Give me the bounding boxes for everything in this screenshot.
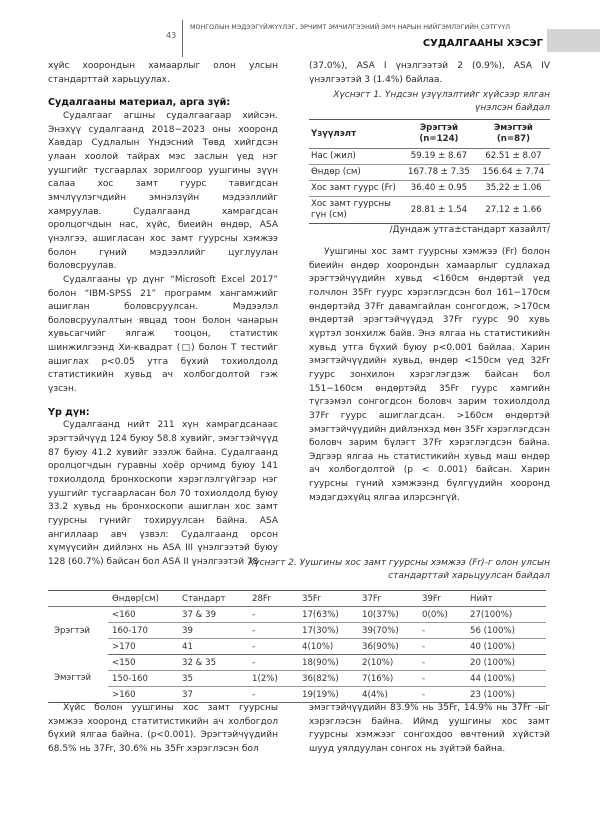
table-cell: 36.40 ± 0.95 [401, 181, 477, 197]
table-cell: - [248, 623, 298, 639]
results-continued: (37.0%), ASA I үнэлгээтэй 2 (0.9%), ASA IV үнэлгээтэй 3 (1.4%) байлаа. [309, 61, 550, 85]
table-cell: 32 & 35 [178, 655, 248, 671]
table2-header: Нийт [466, 591, 546, 607]
table-row [309, 181, 550, 197]
page-number: 43 [166, 31, 177, 40]
table-cell: Хос замт гуурсны гүн (см) [309, 197, 401, 224]
sex-label: Эмэгтэй [48, 655, 108, 703]
table-cell: 17(63%) [298, 607, 358, 623]
methods-paragraph-2: Судалгааны үр дүнг “Microsoft Excel 2017” болон “IBM-SPSS 21” программ хангамжийг ашиглан боловсруулсан. Мэдээлэл боловсруулалтын явцад тоон болон чанарын хувьсагчийг ялгаж тооцон, статистик шинжилгээнд Хи-квадрат (□) болон T тестийг ашиглах p<0.05 утга бүхий тохиолдолд статистикийн хувьд ач холбогдолтой гэж үзсэн. [48, 274, 278, 395]
table-cell: - [248, 687, 298, 703]
table-cell: 39 [178, 623, 248, 639]
table2-header-row [48, 591, 546, 607]
sex-label: Эрэгтэй [54, 625, 90, 636]
methods-heading: Судалгааны материал, арга зүй: [48, 97, 231, 109]
table-cell: 18(90%) [298, 655, 358, 671]
table-cell: - [248, 607, 298, 623]
table-cell: 7(16%) [358, 671, 418, 687]
table-cell: 23 (100%) [466, 687, 546, 703]
table-cell: - [418, 671, 466, 687]
header-divider [182, 20, 183, 57]
table-cell: - [248, 655, 298, 671]
table-cell: - [418, 639, 466, 655]
table-cell: 37 & 39 [178, 607, 248, 623]
table-cell: 39(70%) [358, 623, 418, 639]
bottom-right-column [309, 702, 550, 757]
table2-header: 37Fr [358, 591, 418, 607]
table-cell: 20 (100%) [466, 655, 546, 671]
table-cell: Өндөр (см) [309, 165, 401, 181]
table-cell: 160-170 [108, 623, 178, 639]
table-cell: 35.22 ± 1.06 [477, 181, 550, 197]
table-cell: >170 [108, 639, 178, 655]
table-row [48, 623, 546, 639]
table-cell: 4(10%) [298, 639, 358, 655]
table-cell: 36(90%) [358, 639, 418, 655]
table-cell: 59.19 ± 8.67 [401, 149, 477, 165]
table-cell: Нас (жил) [309, 149, 401, 165]
table-cell: 27.12 ± 1.66 [477, 197, 550, 224]
table1-header: Үзүүлэлт [309, 120, 401, 149]
table2-caption: Хүснэгт 2. Уушгины хос замт гуурсны хэмжээ (Fr)-г олон улсын стандарттай харьцуулсан байдал [248, 558, 550, 581]
table-row [48, 687, 546, 703]
table-cell: 19(19%) [298, 687, 358, 703]
table-cell: 28.81 ± 1.54 [401, 197, 477, 224]
table-row [309, 197, 550, 224]
table-cell: 37 [178, 687, 248, 703]
table-cell: 150-160 [108, 671, 178, 687]
table-cell: 27(100%) [466, 607, 546, 623]
table-cell: 17(30%) [298, 623, 358, 639]
table2-header: 28Fr [248, 591, 298, 607]
results-paragraph-2: Уушгины хос замт гуурсны хэмжээ (Fr) болон биеийн өндөр хоорондын хамаарлыг судлахад эрэгтэйчүүдийн хувьд <160см өндөртэй үед голчлон 35Fr гуурс хэрэглэгдсэн бол 161−170см өндөртэйд 37Fr давамгайлан сонгогдож, >170см өндөртэй эрэгтэйчүүдэд 37Fr гуурс 90 хувь хүртэл зонхилж байв. Энэ ялгаа нь статистикийн хувьд утга бүхий буюу p<0.001 байлаа. Харин эмэгтэйчүүдийн хувьд, өндөр <150см үед 32Fr гуурс зонхилон хэрэглэгдэж байсан бол 151−160см өндөртэйд 35Fr гуурс хамгийн түгээмэл сонгогдсон боловч зарим тохиолдолд 37Fr гуурс ашиглагдсан. >160см өндөртэй эмэгтэйчүүдийн дийлэнхэд мөн 35Fr хэрэглэгдсэн боловч зарим бүлэгт 37Fr хэрэглэгдсэн байна. Эдгээр ялгаа нь статистикийн хувьд маш өндөр ач холбогдолтой (p < 0.001) байсан. Харин гуурсны гүний хэмжээнд бүлгүүдийн хооронд мэдэгдэхүйц ялгаа илэрсэнгүй. [309, 246, 550, 503]
table-cell: >160 [108, 687, 178, 703]
intro-end-paragraph: хүйс хоорондын хамаарлыг олон улсын стандарттай харьцуулах. [48, 61, 278, 85]
table2-header: 35Fr [298, 591, 358, 607]
section-title: СУДАЛГААНЫ ХЭСЭГ [422, 38, 543, 49]
table1-header: Эмэгтэй (n=87) [477, 120, 550, 149]
methods-paragraph-1: Судалгааг агшны судалгаагаар хийсэн. Энэхүү судалгаанд 2018−2023 оны хооронд Хавдар Судлалын Үндэсний Төвд хийгдсэн улаан хоолой тайрах мэс заслын үед нэг уушгийг тусгаарлах зорилгоор уушгины зүүн салаа хос замт гуурс тавигдсан эмчлүүлэгчдийн эмнэлзүйн мэдээллийг хамруулав. Судалгаанд хамрагдсан оролцогчдын нас, хүйс, биеийн өндөр, ASA үнэлгээ, ашигласан хос замт гуурсны хэмжээ болон гүний мэдээллийг цуглуулан боловсруулав. [48, 110, 278, 272]
table-cell: 4(4%) [358, 687, 418, 703]
table-cell: 10(37%) [358, 607, 418, 623]
table-cell: 156.64 ± 7.74 [477, 165, 550, 181]
table-row [309, 149, 550, 165]
table-cell: 167.78 ± 7.35 [401, 165, 477, 181]
table2-header: Стандарт [178, 591, 248, 607]
table1-caption: Хүснэгт 1. Үндсэн үзүүлэлтийг хүйсээр ялган үнэлсэн байдал [333, 90, 550, 114]
table-cell: - [418, 655, 466, 671]
table-cell: 62.51 ± 8.07 [477, 149, 550, 165]
table2-header: 39Fr [418, 591, 466, 607]
table-cell: <150 [108, 655, 178, 671]
table-cell: 44 (100%) [466, 671, 546, 687]
table-cell: 40 (100%) [466, 639, 546, 655]
table-row [48, 639, 546, 655]
journal-title: МОНГОЛЫН МЭДЭЭГҮЙЖҮҮЛЭГ, ЭРЧИМТ ЭМЧИЛГЭЭНИЙ ЭМЧ НАРЫН НИЙГЭМЛЭГИЙН СЭТГҮҮЛ [190, 24, 511, 31]
table-cell: Хос замт гуурс (Fr) [309, 181, 401, 197]
table2-header [48, 591, 108, 607]
results-heading: Үр дүн: [48, 406, 90, 418]
table-cell: <160 [108, 607, 178, 623]
table-row [48, 607, 546, 623]
table-row [48, 655, 546, 671]
conclusion-paragraph-right: эмэгтэйчүүдийн 83.9% нь 35Fr, 14.9% нь 37Fr -ыг хэрэглэсэн байна. Иймд уушгины хос замт гуурсны хэмжээг сонгохдоо өвчтөний хүйстэй шууд уялдуулан сонгох нь зүйтэй байна. [309, 703, 550, 754]
table1-header: Эрэгтэй (n=124) [401, 120, 477, 149]
table-cell: 35 [178, 671, 248, 687]
table-row [309, 165, 550, 181]
results-paragraph-1: Судалгаанд нийт 211 хүн хамрагдсанаас эрэгтэйчүүд 124 буюу 58.8 хувийг, эмэгтэйчүүд 87 буюу 41.2 хувийг эзэлж байна. Судалгаанд оролцогчдын гуравны хоёр орчимд буюу 141 тохиолдолд бронхоскопи хэрэглэлгүйгээр нэг уушгийг тусгаарласан бол 70 тохиолдолд буюу 33.2 хувьд нь бронхоскопи ашиглан хос замт гуурсны гүнийг тохируулсан байна. ASA ангиллаар авч үзвэл: Судалгаанд орсон хүмүүсийн дийлэнх нь ASA III үнэлгээтэй буюу 128 (60.7%) байсан бол ASA II үнэлгээтэй 78 [48, 420, 278, 567]
right-column [309, 60, 550, 505]
bottom-left-column [48, 702, 278, 757]
left-column [48, 60, 278, 570]
table-cell: 1(2%) [248, 671, 298, 687]
table-cell: 41 [178, 639, 248, 655]
table-cell: 36(82%) [298, 671, 358, 687]
table-row [48, 671, 546, 687]
table-cell: - [418, 623, 466, 639]
table-cell: - [248, 639, 298, 655]
table-cell: 56 (100%) [466, 623, 546, 639]
table-cell: 2(10%) [358, 655, 418, 671]
table-cell: 0(0%) [418, 607, 466, 623]
conclusion-paragraph-left: Хүйс болон уушгины хос замт гуурсны хэмжээ хооронд статитистикийн ач холбогдол бүхий ялгаа байна. (p<0.001). Эрэгтэйчүүдийн 68.5% нь 37Fr, 30.6% нь 35Fr хэрэглэсэн бол [48, 703, 278, 754]
table1-note: /Дундаж утга±стандарт хазайлт/ [389, 225, 550, 236]
table-cell: - [418, 687, 466, 703]
table1 [309, 119, 550, 224]
table1-header-row [309, 120, 550, 149]
header-accent-bar [547, 29, 600, 52]
table2-header: Өндөр(см) [108, 591, 178, 607]
table2 [48, 590, 546, 703]
